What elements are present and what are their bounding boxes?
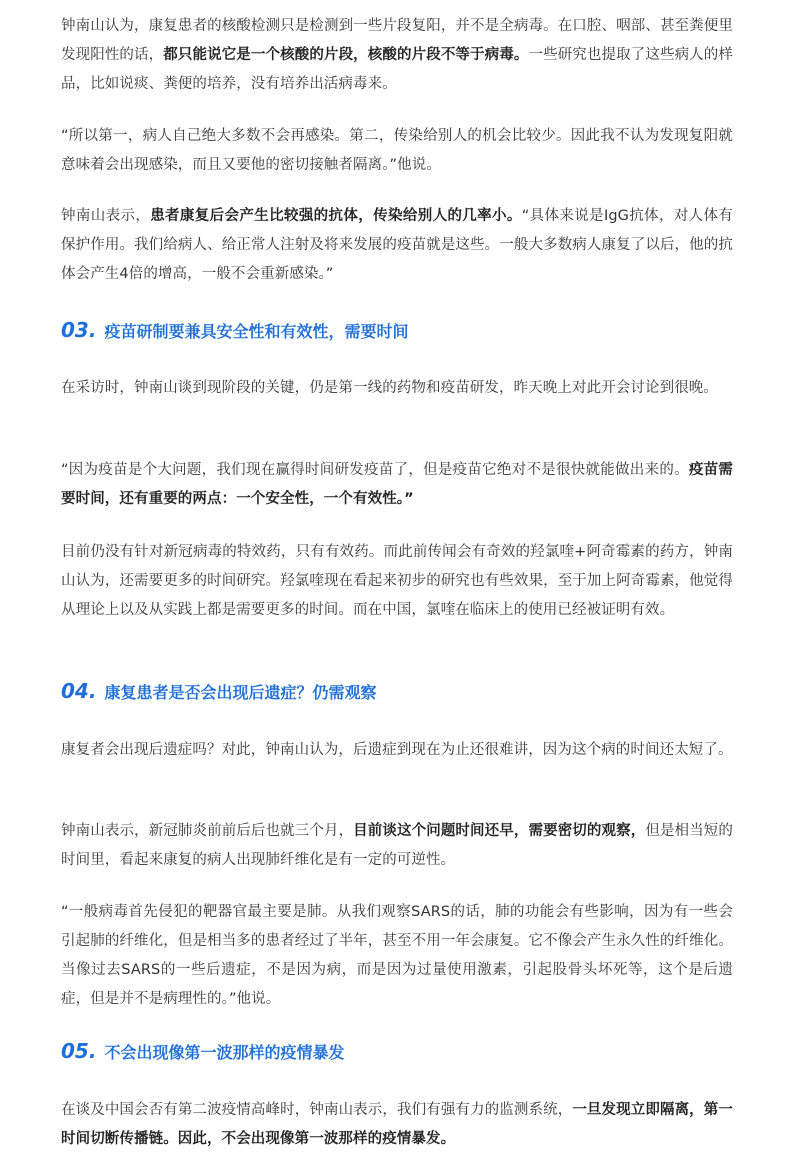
paragraph-sequelae: [61, 736, 733, 765]
paragraph-text: 但是相当短的时间里，看起来康复的病人出现肺纤维化是有一定的可逆性。: [61, 823, 733, 868]
paragraph-antibody: [61, 202, 733, 289]
section-number: 04.: [61, 679, 97, 703]
paragraph-drugs: [61, 538, 733, 625]
paragraph-text: 在谈及中国会否有第二波疫情高峰时，钟南山表示，我们有强有力的监测系统，: [61, 1102, 573, 1118]
section-title: 康复患者是否会出现后遗症？仍需观察: [104, 683, 377, 702]
paragraph-text: “因为疫苗是个大问题，我们现在赢得时间研发疫苗了，但是疫苗它绝对不是很快就能做出来的。: [61, 462, 689, 478]
paragraph-text: “具体来说是IgG抗体，对人体有保护作用。我们给病人、给正常人注射及将来发展的疫苗就是这些。一般大多数病人康复了以后，他的抗体会产生4倍的增高，一般不会重新感染。”: [61, 208, 734, 282]
paragraph-second-wave: [61, 1096, 733, 1154]
paragraph-retest-positive: [61, 12, 733, 99]
paragraph-quote-reinfection: [61, 122, 733, 180]
section-heading-04: [61, 677, 733, 707]
paragraph-observation: [61, 817, 733, 875]
paragraph-bold-text: 患者康复后会产生比较强的抗体，传染给别人的几率小。: [150, 208, 522, 224]
paragraph-bold-text: 都只能说它是一个核酸的片段，核酸的片段不等于病毒。: [163, 47, 529, 63]
paragraph-bold-text: 一旦发现立即隔离，第一时间切断传播链。因此，不会出现像第一波那样的疫情暴发。: [61, 1102, 733, 1147]
paragraph-text: 目前仍没有针对新冠病毒的特效药，只有有效药。而此前传闻会有奇效的羟氯喹+阿奇霉素的药方，钟南山认为，还需要更多的时间研究。羟氯喹现在看起来初步的研究也有些效果，至于加上阿奇霉素，他觉得从理论上以及从实践上都是需要更多的时间。而在中国，氯喹在临床上的使用已经被证明有效。: [61, 544, 733, 618]
paragraph-text: 康复者会出现后遗症吗？对此，钟南山认为，后遗症到现在为止还很难讲，因为这个病的时间还太短了。: [61, 742, 733, 758]
paragraph-text: 在采访时，钟南山谈到现阶段的关键，仍是第一线的药物和疫苗研发，昨天晚上对此开会讨论到很晚。: [61, 380, 718, 396]
paragraph-sars-quote: [61, 898, 733, 1014]
paragraph-vaccine-quote: [61, 456, 733, 514]
section-number: 05.: [61, 1039, 97, 1063]
section-title: 不会出现像第一波那样的疫情暴发: [104, 1043, 345, 1062]
section-heading-05: [61, 1037, 733, 1067]
paragraph-text: 一些研究也提取了这些病人的样品，比如说痰、粪便的培养，没有培养出活病毒来。: [61, 47, 733, 92]
paragraph-text: “一般病毒首先侵犯的靶器官最主要是肺。从我们观察SARS的话，肺的功能会有些影响，因为有一些会引起肺的纤维化，但是相当多的患者经过了半年，甚至不用一年会康复。它不像会产生永久性的纤维化。当像过去SARS的一些后遗症，不是因为病，而是因为过量使用激素，引起股骨头坏死等，这个是后遗症，但是并不是病理性的。”他说。: [61, 904, 733, 1007]
paragraph-text: 钟南山表示，新冠肺炎前前后后也就三个月，: [61, 823, 354, 839]
paragraph-bold-text: 疫苗需要时间，还有重要的两点：一个安全性，一个有效性。”: [61, 462, 733, 507]
paragraph-text: “所以第一，病人自己绝大多数不会再感染。第二，传染给别人的机会比较少。因此我不认为发现复阳就意味着会出现感染，而且又要他的密切接触者隔离。”他说。: [61, 128, 733, 173]
paragraph-vaccine-research: [61, 374, 733, 403]
paragraph-bold-text: 目前谈这个问题时间还早，需要密切的观察，: [353, 823, 646, 839]
section-heading-03: [61, 316, 733, 346]
paragraph-text: 钟南山表示，: [61, 208, 151, 224]
section-title: 疫苗研制要兼具安全性和有效性，需要时间: [104, 322, 409, 341]
paragraph-text: 钟南山认为，康复患者的核酸检测只是检测到一些片段复阳，并不是全病毒。在口腔、咽部、甚至粪便里发现阳性的话，: [61, 18, 733, 63]
section-number: 03.: [61, 318, 97, 342]
